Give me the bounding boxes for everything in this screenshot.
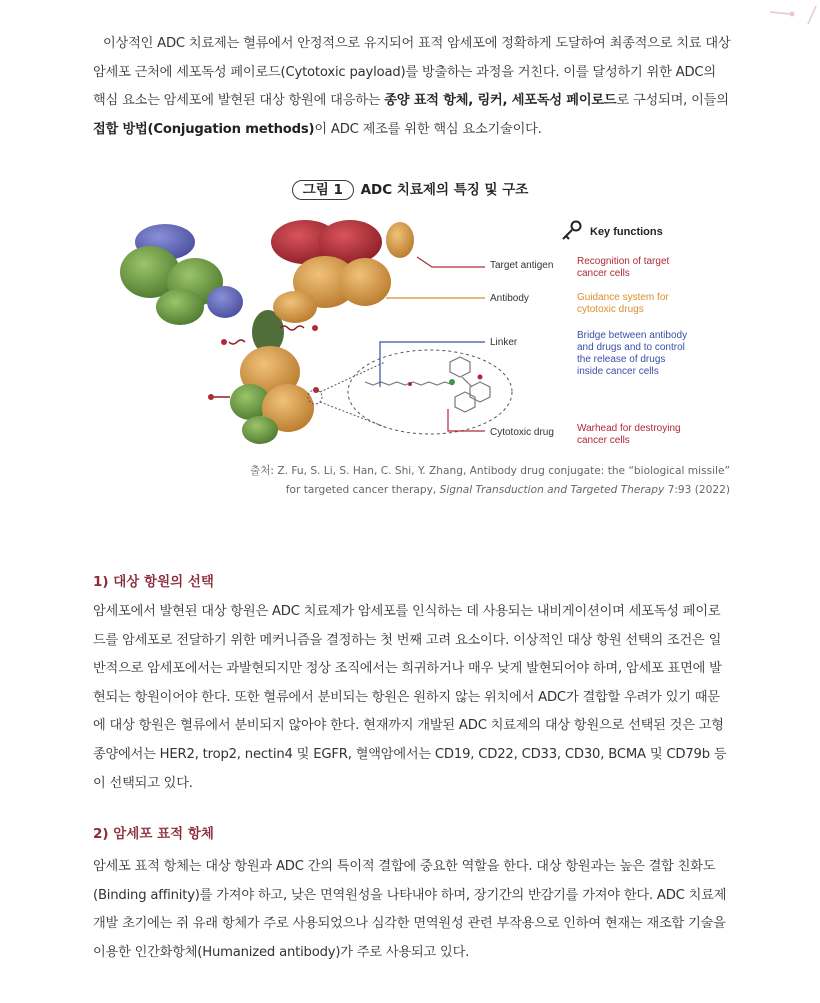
figure-source-caption [170,462,730,500]
adc-structure-figure [110,212,720,462]
function-linker-line4: inside cancer cells [577,366,659,377]
intro-bold-2: 접합 방법(Conjugation methods) [93,121,315,137]
intro-text-3: 이 ADC 제조를 위한 핵심 요소기술이다. [314,121,542,137]
label-linker: Linker [490,337,518,348]
section2-body: 암세포 표적 항체는 대상 항원과 ADC 간의 특이적 결합에 중요한 역할을 한다. 대상 항원과는 높은 결합 친화도(Binding affinity)를 가져야 하고, 낮은 면역원성을 나타내야 하며, 장기간의 반감기를 가져야 한다. ADC 치료제 개발 초기에는 쥐 유래 항체가 주로 사용되었으나 심각한 면역원성 관련 부작용으로 인하여 현재는 재조합 기술을 이용한 인간화항체(Humanized antibody)가 주로 사용되고 있다. [93,859,727,960]
figure-title-text: ADC 치료제의 특징 및 구조 [360,182,529,198]
caption-line-2-pre: for targeted cancer therapy, [285,484,440,496]
key-functions-title: Key functions [590,226,663,238]
figure-title [0,178,820,200]
function-drug-line2: cancer cells [577,435,630,446]
linker-drug-molecule [365,357,490,412]
function-antibody-line1: Guidance system for [577,292,669,303]
function-target-antigen-line1: Recognition of target [577,256,670,267]
key-icon [563,222,581,240]
function-linker-line3: the release of drugs [577,354,666,365]
function-target-antigen-line2: cancer cells [577,268,630,279]
caption-journal: Signal Transduction and Targeted Therapy [439,484,665,496]
section1-heading: 1) 대상 항원의 선택 [93,574,214,590]
zoom-ellipse [348,350,512,434]
antibody-left-arm [120,224,243,325]
section2-heading: 2) 암세포 표적 항체 [93,826,214,842]
intro-bold-1: 종양 표적 항체, 링커, 세포독성 페이로드 [384,93,617,109]
function-linker-line2: and drugs and to control [577,342,685,353]
label-antibody: Antibody [490,293,529,304]
intro-paragraph [93,30,731,144]
label-target-antigen: Target antigen [490,260,554,271]
antibody-right-arm [271,220,414,323]
figure-label: 그림 1 [292,180,354,200]
section1-body: 암세포에서 발현된 대상 항원은 ADC 치료제가 암세포를 인식하는 데 사용되는 내비게이션이며 세포독성 페이로드를 암세포로 전달하기 위한 메커니즘을 결정하는 첫 번째 고려 요소이다. 이상적인 대상 항원 선택의 조건은 일반적으로 암세포에서는 과발현되지만 정상 조직에서는 희귀하거나 매우 낮게 발현되어야 하며, 암세포 표면에 발현되는 항원이어야 한다. 또한 혈류에서 분비되는 항원은 원하지 않는 위치에서 ADC가 결합할 우려가 있기 때문에 대상 항원은 혈류에서 분비되지 않아야 한다. 현재까지 개발된 ADC 치료제의 대상 항원으로 선택된 것은 고형 종양에서는 HER2, trop2, nectin4 및 EGFR, 혈액암에서는 CD19, CD22, CD33, CD30, BCMA 및 CD79b 등이 선택되고 있다. [93,604,727,791]
caption-line-1: 출처: Z. Fu, S. Li, S. Han, C. Shi, Y. Zhang, Antibody drug conjugate: the “biological missile” [249,465,730,477]
intro-text-2: 로 구성되며, 이들의 [616,93,729,109]
function-linker-line1: Bridge between antibody [577,330,688,341]
caption-line-2 [170,481,730,500]
label-cytotoxic-drug: Cytotoxic drug [490,427,554,438]
caption-line-2-post: 7:93 (2022) [664,484,730,496]
function-drug-line1: Warhead for destroying [577,423,681,434]
function-antibody-line2: cytotoxic drugs [577,304,644,315]
antibody-fc-region [230,346,314,444]
intro-text-1: 이상적인 ADC 치료제는 혈류에서 안정적으로 유지되어 표적 암세포에 정확하게 도달하여 최종적으로 치료 대상 암세포 근처에 세포독성 페이로드(Cytotoxic payload)를 방출하는 과정을 거친다. 이를 달성하기 위한 ADC의 핵심 요소는 암세포에 발현된 대상 항원에 대응하는 [93,36,731,109]
